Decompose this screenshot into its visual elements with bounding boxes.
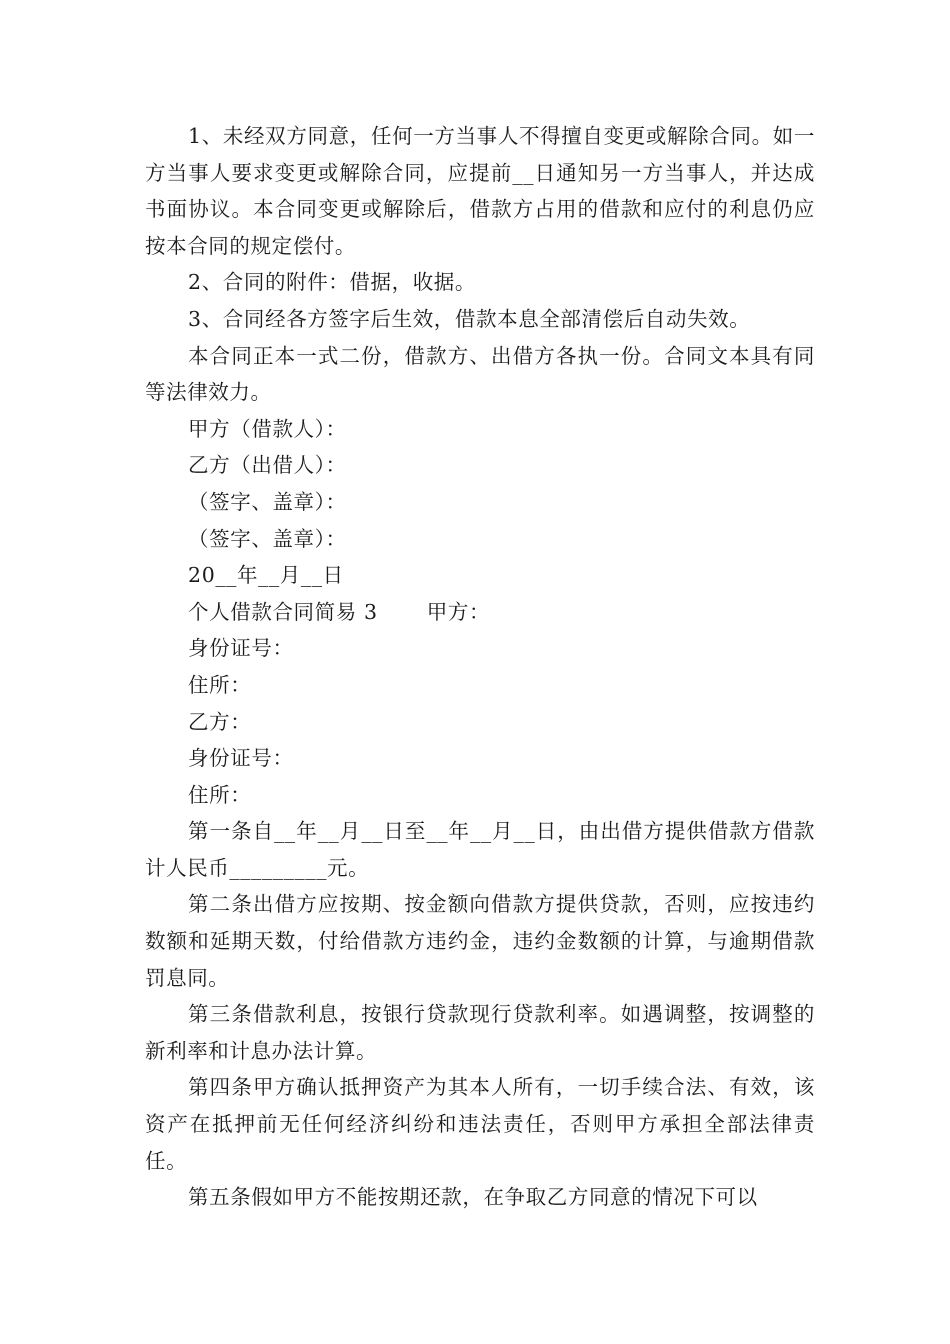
paragraph-clause-2: 2、合同的附件：借据，收据。 [188,270,476,295]
document-body [145,118,815,1216]
article-5: 第五条假如甲方不能按期还款，在争取乙方同意的情况下可以 [188,1185,758,1210]
signature-line-1: （签字、盖章）： [188,489,347,514]
signature-line-2: （签字、盖章）： [188,526,347,551]
article-3: 第三条借款利息，按银行贷款现行贷款利率。如遇调整，按调整的新利率和计息办法计算。 [145,1002,815,1063]
party-a-address-line: 住所： [188,672,252,697]
section-title: 个人借款合同简易 3 [188,599,378,624]
party-b-line: 乙方： [188,709,252,734]
party-b-address-line: 住所： [188,782,252,807]
article-4: 第四条甲方确认抵押资产为其本人所有，一切手续合法、有效，该资产在抵押前无任何经济纠纷和违法责任，否则甲方承担全部法律责任。 [145,1075,815,1173]
paragraph-copies: 本合同正本一式二份，借款方、出借方各执一份。合同文本具有同等法律效力。 [145,343,815,405]
paragraph-clause-1: 1、未经双方同意，任何一方当事人不得擅自变更或解除合同。如一方当事人要求变更或解除合同，应提前__日通知另一方当事人，并达成书面协议。本合同变更或解除后，借款方占用的借款和应付的利息仍应按本合同的规定偿付。 [145,124,815,258]
party-b-id-line: 身份证号： [188,746,294,771]
section-heading-line [145,594,815,631]
article-2: 第二条出借方应按期、按金额向借款方提供贷款，否则，应按违约数额和延期天数，付给借款方违约金，违约金数额的计算，与逾期借款罚息同。 [145,892,815,990]
party-a-borrower-line: 甲方（借款人）： [188,416,347,441]
section-party-label: 甲方： [426,599,491,624]
party-a-id-line: 身份证号： [188,636,294,661]
article-1: 第一条自__年__月__日至__年__月__日，由出借方提供借款方借款计人民币_________元。 [145,819,815,880]
date-line: 20__年__月__日 [188,563,344,588]
paragraph-clause-3: 3、合同经各方签字后生效，借款本息全部清偿后自动失效。 [188,306,751,331]
party-b-lender-line: 乙方（出借人）： [188,453,347,478]
